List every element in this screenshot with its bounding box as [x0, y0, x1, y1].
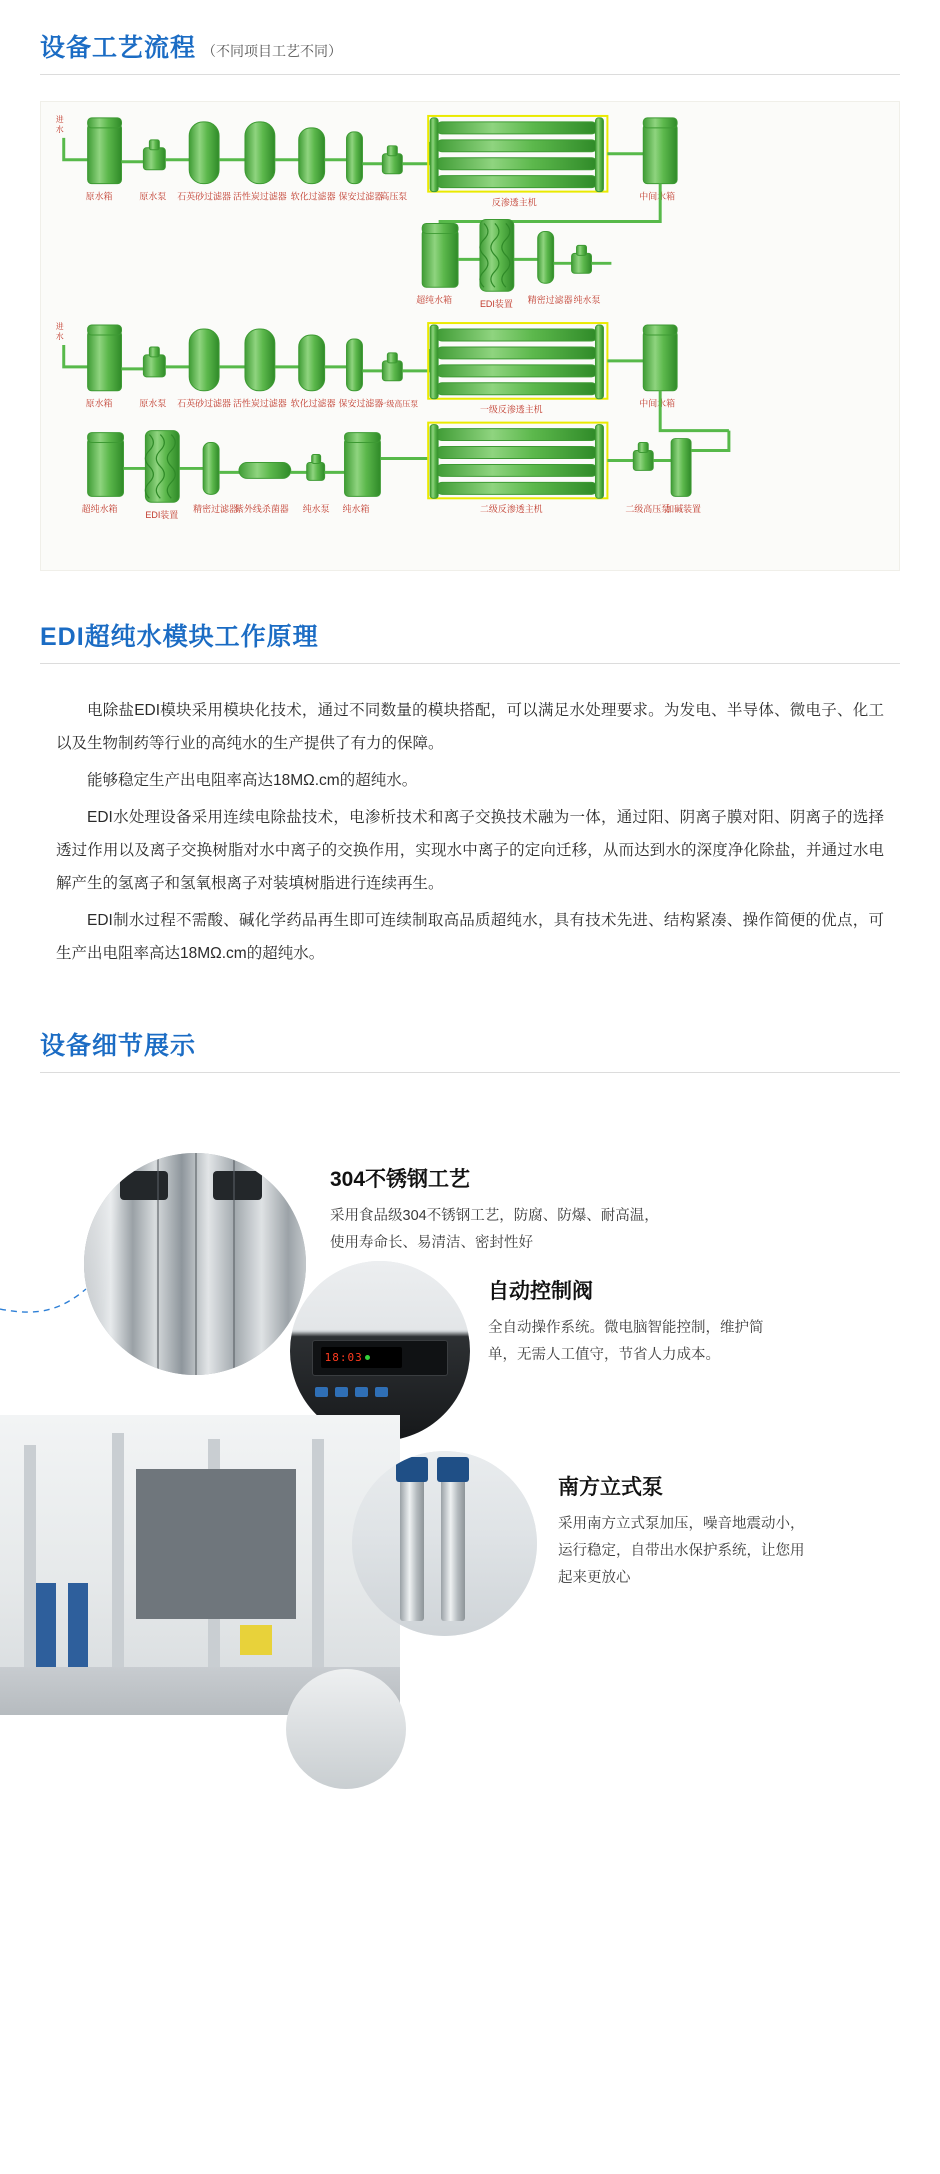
photo-tank-detail-bottom — [286, 1669, 406, 1789]
svg-text:中间水箱: 中间水箱 — [639, 191, 676, 202]
svg-text:纯水箱: 纯水箱 — [342, 504, 370, 515]
valve-button-row[interactable] — [315, 1387, 388, 1397]
svg-text:纯水泵: 纯水泵 — [573, 295, 601, 306]
caption-text-vertical-pump: 采用南方立式泵加压，噪音地震动小，运行稳定，自带出水保护系统，让您用起来更放心 — [558, 1516, 805, 1586]
details-section-title: 设备细节展示 — [40, 1032, 197, 1060]
svg-text:进: 进 — [55, 114, 64, 124]
svg-text:精密过滤器: 精密过滤器 — [193, 504, 238, 515]
svg-text:超纯水箱: 超纯水箱 — [416, 295, 453, 306]
svg-text:精密过滤器: 精密过滤器 — [527, 295, 573, 306]
svg-text:二级高压泵: 二级高压泵 — [625, 504, 671, 515]
svg-text:中间水箱: 中间水箱 — [639, 398, 676, 409]
caption-vertical-pump — [558, 1471, 808, 1592]
caption-title-vertical-pump: 南方立式泵 — [558, 1476, 663, 1499]
svg-text:加碱装置: 加碱装置 — [665, 504, 701, 515]
svg-text:原水泵: 原水泵 — [139, 191, 167, 202]
caption-text-auto-control-valve: 全自动操作系统。微电脑智能控制，维护简单，无需人工值守，节省人力成本。 — [488, 1320, 764, 1363]
valve-button-3[interactable] — [355, 1387, 368, 1397]
svg-text:水: 水 — [55, 331, 64, 341]
edi-paragraph-2: 能够稳定生产出电阻率高达18MΩ.cm的超纯水。 — [87, 772, 418, 789]
flow-section-subtitle: （不同项目工艺不同） — [202, 43, 343, 59]
photo-stainless-steel-tanks — [84, 1153, 306, 1375]
flow-diagram-svg — [41, 102, 899, 570]
caption-title-stainless-steel: 304不锈钢工艺 — [330, 1168, 471, 1191]
svg-text:紫外线杀菌器: 紫外线杀菌器 — [235, 504, 289, 515]
svg-text:石英砂过滤器: 石英砂过滤器 — [177, 398, 231, 409]
tank-top-valve-right — [213, 1171, 262, 1200]
svg-text:超纯水箱: 超纯水箱 — [81, 504, 118, 515]
tank-top-valve-left — [120, 1171, 169, 1200]
svg-text:保安过滤器: 保安过滤器 — [338, 398, 384, 409]
photo-vertical-pump — [352, 1451, 537, 1636]
svg-text:EDI装置: EDI装置 — [479, 299, 513, 310]
caption-auto-control-valve — [488, 1275, 788, 1369]
svg-text:反渗透主机: 反渗透主机 — [491, 197, 537, 208]
edi-paragraph-3: EDI水处理设备采用连续电除盐技术，电渗析技术和离子交换技术融为一体，通过阳、阴离子膜对阳、阴离子的选择透过作用以及离子交换树脂对水中离子的交换作用，实现水中离子的定向迁移，从而达到水的深度净化除盐，并通过水电解产生的氢离子和氢氧根离子对装填树脂进行连续再生。 — [56, 809, 884, 892]
valve-button-4[interactable] — [375, 1387, 388, 1397]
details-section-header — [40, 1026, 900, 1073]
svg-text:高压泵: 高压泵 — [380, 191, 408, 202]
svg-text:石英砂过滤器: 石英砂过滤器 — [177, 191, 231, 202]
caption-text-stainless-steel: 采用食品级304不锈钢工艺，防腐、防爆、耐高温，使用寿命长、易清洁、密封性好 — [330, 1208, 659, 1251]
svg-text:活性炭过滤器: 活性炭过滤器 — [233, 398, 287, 409]
edi-section-header — [40, 617, 900, 664]
edi-paragraph-4: EDI制水过程不需酸、碱化学药品再生即可连续制取高品质超纯水，具有技术先进、结构紧凑、操作简便的优点，可生产出电阻率高达18MΩ.cm的超纯水。 — [56, 912, 884, 962]
svg-text:水: 水 — [55, 124, 64, 134]
valve-button-2[interactable] — [335, 1387, 348, 1397]
svg-text:进: 进 — [55, 322, 64, 332]
caption-stainless-steel — [330, 1163, 660, 1257]
edi-text-block — [56, 694, 884, 970]
svg-text:软化过滤器: 软化过滤器 — [290, 191, 336, 202]
svg-text:一级反渗透主机: 一级反渗透主机 — [479, 404, 543, 415]
svg-text:一级高压泵: 一级高压泵 — [378, 399, 419, 409]
flow-section-title: 设备工艺流程 — [40, 34, 197, 62]
valve-status-led — [365, 1355, 370, 1360]
svg-text:原水箱: 原水箱 — [85, 191, 113, 202]
svg-text:活性炭过滤器: 活性炭过滤器 — [233, 191, 287, 202]
svg-text:纯水泵: 纯水泵 — [302, 504, 330, 515]
svg-text:原水箱: 原水箱 — [85, 398, 113, 409]
svg-text:软化过滤器: 软化过滤器 — [290, 398, 336, 409]
svg-text:原水泵: 原水泵 — [139, 398, 167, 409]
valve-display-screen — [321, 1347, 402, 1368]
process-flow-diagram — [40, 101, 900, 571]
valve-display-value: 18:03 — [324, 1351, 363, 1365]
svg-text:EDI装置: EDI装置 — [145, 510, 179, 521]
edi-section-title: EDI超纯水模块工作原理 — [40, 623, 319, 651]
svg-text:保安过滤器: 保安过滤器 — [338, 191, 384, 202]
valve-button-1[interactable] — [315, 1387, 328, 1397]
caption-title-auto-control-valve: 自动控制阀 — [488, 1280, 593, 1303]
edi-paragraph-1: 电除盐EDI模块采用模块化技术，通过不同数量的模块搭配，可以满足水处理要求。为发电、半导体、微电子、化工以及生物制药等行业的高纯水的生产提供了有力的保障。 — [56, 702, 884, 752]
flow-section-header — [40, 28, 900, 75]
photo-auto-control-valve — [290, 1261, 470, 1441]
svg-text:二级反渗透主机: 二级反渗透主机 — [479, 504, 543, 515]
details-gallery — [0, 1103, 940, 2133]
valve-control-panel — [312, 1340, 449, 1376]
